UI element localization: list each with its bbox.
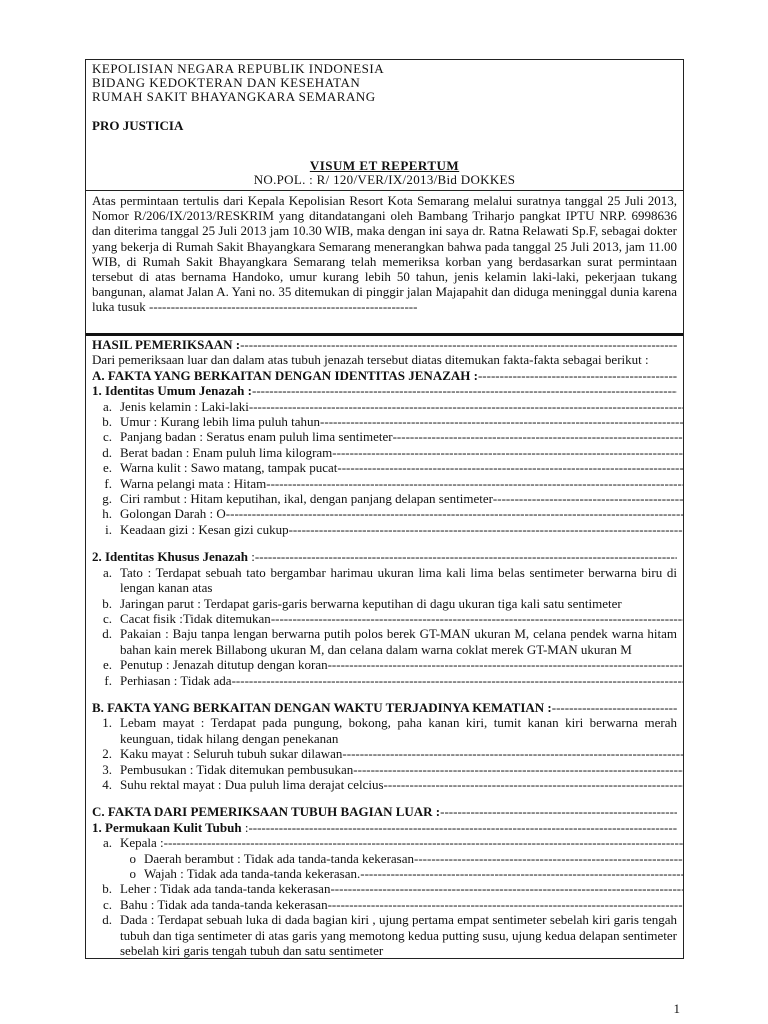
list-item — [92, 657, 677, 672]
list-marker: i. — [105, 521, 112, 537]
header-line-1: KEPOLISIAN NEGARA REPUBLIK INDONESIA — [92, 61, 385, 76]
section-a-sub1: 1. Identitas Umum Jenazah : — [92, 383, 252, 399]
list-marker: c. — [102, 429, 112, 445]
list-marker: f. — [104, 475, 112, 491]
section-b-heading: B. FAKTA YANG BERKAITAN DENGAN WAKTU TERJADINYA KEMATIAN : — [92, 699, 552, 715]
list-marker: b. — [102, 881, 112, 897]
list-marker: d. — [102, 912, 112, 928]
list-item — [92, 866, 677, 881]
section-a-sub1-row — [92, 383, 677, 398]
list-item — [92, 777, 677, 792]
list-item — [92, 611, 677, 626]
document-number: NO.POL. : R/ 120/VER/IX/2013/Bid DOKKES — [253, 172, 516, 187]
list-item — [92, 596, 677, 611]
list-item — [92, 881, 677, 896]
list-text: Ciri rambut : Hitam keputihan, ikal, dengan panjang delapan sentimeter — [120, 491, 493, 507]
intro-paragraph: Atas permintaan tertulis dari Kepala Kepolisian Resort Kota Semarang melalui suratnya tanggal 25 Juli 2013, Nomor R/206/IX/2013/RESKRIM yang ditandatangani oleh Bambang Triharjo pangkat IPTU NRP. 6998636 dan diterima tanggal 25 Juli 2013 jam 10.30 WIB, maka dengan ini saya dr. Ratna Relawati Sp.F, sebagai dokter yang bekerja di Rumah Sakit Bhayangkara Semarang menerangkan bahwa pada tanggal 25 Juli 2013, jam 11.00 WIB, di Rumah Sakit Bhayangkara Semarang telah memeriksa korban yang berdasarkan surat permintaan tersebut di atas bernama Handoko, umur kurang lebih 50 tahun, jenis kelamin laki-laki, pekerjaan tukang bangunan, alamat Jalan A. Yani no. 35 ditemukan di pinggir jalan Majapahit dan diduga meninggal dunia karena luka tusuk -------------------------------------------------------------- — [92, 193, 677, 315]
list-text: Umur : Kurang lebih lima puluh tahun — [120, 414, 321, 430]
list-marker: o — [129, 850, 136, 866]
list-text: Wajah : Tidak ada tanda-tanda kekerasan. — [144, 866, 361, 881]
list-item — [92, 715, 677, 746]
document-title: VISUM ET REPERTUM — [309, 158, 460, 173]
list-item — [92, 673, 677, 688]
list-item — [92, 626, 677, 657]
section-b-heading-row — [92, 700, 677, 715]
list-text: Daerah berambut : Tidak ada tanda-tanda kekerasan — [144, 850, 415, 866]
list-item — [92, 762, 677, 777]
list-item — [92, 522, 677, 537]
list-marker: b. — [102, 414, 112, 430]
pro-justicia: PRO JUSTICIA — [92, 118, 184, 133]
list-text: Keadaan gizi : Kesan gizi cukup — [120, 521, 289, 537]
section-a-heading: A. FAKTA YANG BERKAITAN DENGAN IDENTITAS JENAZAH : — [92, 367, 478, 383]
list-marker: 1. — [102, 715, 112, 731]
list-text: Leher : Tidak ada tanda-tanda kekerasan — [120, 881, 331, 897]
list-marker: 3. — [102, 761, 112, 777]
list-text: Warna pelangi mata : Hitam — [120, 475, 267, 491]
list-item — [92, 491, 677, 506]
list-text: Jaringan parut : Terdapat garis-garis berwarna keputihan di dagu ukuran tiga kali satu sentimeter — [120, 595, 622, 611]
list-text: Golongan Darah : O — [120, 506, 226, 522]
list-item — [92, 746, 677, 761]
divider — [86, 190, 683, 191]
list-marker: e. — [102, 460, 112, 476]
list-marker: b. — [102, 595, 112, 611]
list-text: Jenis kelamin : Laki-laki — [120, 398, 249, 414]
list-marker: a. — [102, 398, 112, 414]
list-item — [92, 476, 677, 491]
header-line-2: BIDANG KEDOKTERAN DAN KESEHATAN — [92, 75, 361, 90]
list-marker: e. — [102, 657, 112, 673]
document-body — [92, 337, 677, 958]
section-a-sub2: 2. Identitas Khusus Jenazah — [92, 549, 249, 565]
list-marker: f. — [104, 672, 112, 688]
list-text: Perhiasan : Tidak ada — [120, 672, 232, 688]
list-text: Cacat fisik :Tidak ditemukan — [120, 610, 271, 626]
list-text: Panjang badan : Seratus enam puluh lima sentimeter — [120, 429, 393, 445]
section-c-sub1: 1. Permukaan Kulit Tubuh — [92, 819, 242, 835]
list-marker: a. — [102, 564, 112, 580]
list-item — [92, 445, 677, 460]
list-text: Suhu rektal mayat : Dua puluh lima derajat celcius — [120, 776, 384, 792]
list-marker: g. — [102, 491, 112, 507]
list-text: Warna kulit : Sawo matang, tampak pucat — [120, 460, 338, 476]
list-item — [92, 414, 677, 429]
list-item — [92, 399, 677, 414]
page-number: 1 — [673, 1001, 680, 1016]
list-item — [92, 851, 677, 866]
list-marker: c. — [102, 610, 112, 626]
hasil-heading: HASIL PEMERIKSAAN : — [92, 337, 241, 352]
list-text: Dada : Terdapat sebuah luka di dada bagian kiri , ujung pertama empat sentimeter sebelah kiri garis tengah tubuh dan tiga sentimeter di atas garis yang memotong kedua putting susu, ujung kedua delapan sentimeter sebelah kiri garis tengah tubuh dan satu sentimeter — [120, 912, 677, 959]
list-item — [92, 565, 677, 596]
institution-header — [92, 62, 677, 104]
section-c-sub1-row: 1. Permukaan Kulit Tubuh : ----- — [92, 820, 677, 835]
header-line-3: RUMAH SAKIT BHAYANGKARA SEMARANG — [92, 89, 376, 104]
list-item — [92, 912, 677, 958]
section-c-heading: C. FAKTA DARI PEMERIKSAAN TUBUH BAGIAN LUAR : — [92, 804, 441, 820]
hasil-heading-row — [92, 337, 677, 352]
list-item: a. Kepala : ----- — [92, 835, 677, 850]
list-item — [92, 460, 677, 475]
list-text: Lebam mayat : Terdapat pada pungung, bokong, paha kanan kiri, tumit kanan kiri berwarna merah keunguan, tidak hilang dengan penekanan — [120, 715, 677, 746]
list-text: Bahu : Tidak ada tanda-tanda kekerasan — [120, 896, 328, 912]
list-text: Pakaian : Baju tanpa lengan berwarna putih polos berek GT-MAN ukuran M, celana pendek warna hitam bahan kain merek Billabong ukuran M, dan celana dalam warna coklat merek GT-MAN ukuran M — [120, 626, 677, 657]
thick-divider — [86, 333, 683, 336]
list-text: Tato : Terdapat sebuah tato bergambar harimau ukuran lima kali lima belas sentimeter berwarna biru di lengan kanan atas — [120, 564, 677, 596]
list-text: Kaku mayat : Seluruh tubuh sukar dilawan — [120, 746, 343, 762]
list-marker: o — [129, 866, 136, 881]
list-item — [92, 506, 677, 521]
list-item — [92, 429, 677, 444]
section-c-heading-row — [92, 804, 677, 819]
section-a-heading-row — [92, 368, 677, 383]
section-a-sub2-row: 2. Identitas Khusus Jenazah : ----- — [92, 549, 677, 564]
list-marker: d. — [102, 444, 112, 460]
list-marker: d. — [102, 626, 112, 642]
document-frame — [85, 59, 684, 959]
list-marker: c. — [102, 896, 112, 912]
list-text: Berat badan : Enam puluh lima kilogram — [120, 444, 333, 460]
list-item — [92, 897, 677, 912]
list-text: Pembusukan : Tidak ditemukan pembusukan — [120, 761, 354, 777]
list-marker: h. — [102, 506, 112, 522]
hasil-text: Dari pemeriksaan luar dan dalam atas tubuh jenazah tersebut diatas ditemukan fakta-fakta sebagai berikut : — [92, 352, 649, 368]
list-text: Penutup : Jenazah ditutup dengan koran — [120, 657, 328, 673]
list-marker: 2. — [102, 746, 112, 762]
list-marker: 4. — [102, 776, 112, 792]
